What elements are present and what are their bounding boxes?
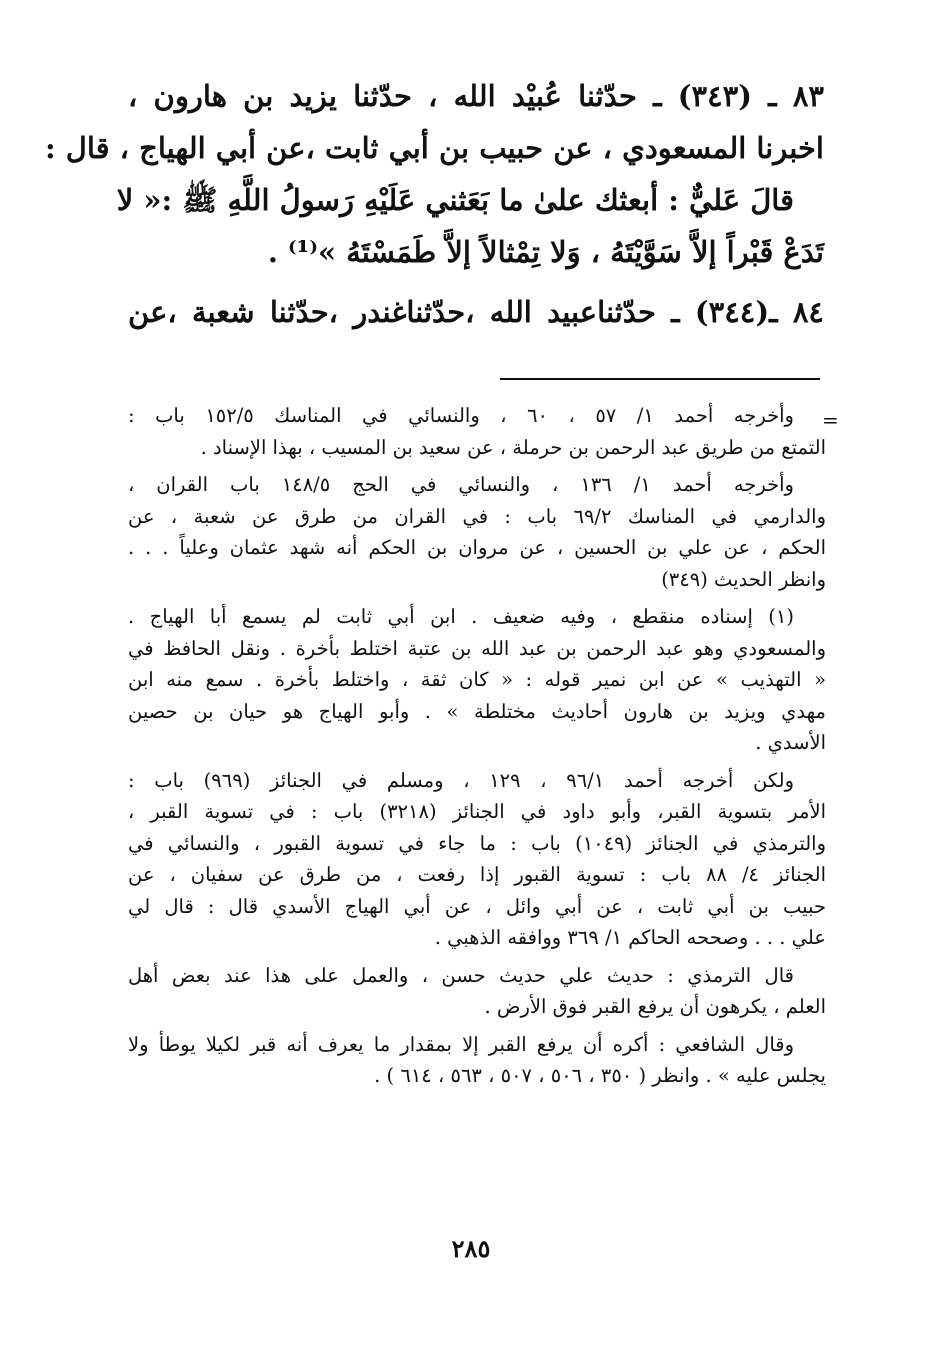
text-line: والترمذي في الجنائز (١٠٤٩) باب : ما جاء في تسوية القبور ، والنسائي في: [128, 831, 826, 855]
text-line: قالَ عَليٌّ : أبعثك علىٰ ما بَعَثني عَلَيْهِ رَسولُ اللَّهِ ﷺ :« لا: [116, 183, 794, 217]
continuation-mark: =: [822, 408, 839, 432]
text-line: علي . . . وصححه الحاكم ١/ ٣٦٩ ووافقه الذهبي .: [434, 926, 826, 949]
text-line: والمسعودي وهو عبد الرحمن بن عبد الله بن عتبة اختلط بأخرة . ونقل الحافظ في: [128, 636, 826, 660]
text-line: الأمر بتسوية القبر، وأبو داود في الجنائز (٣٢١٨) باب : في تسوية القبر ،: [128, 800, 826, 823]
text-line: التمتع من طريق عبد الرحمن بن حرملة ، عن سعيد بن المسيب ، بهذا الإسناد .: [200, 435, 826, 459]
text-line: « التهذيب » عن ابن نمير قوله : « كان ثقة ، واختلط بأخرة . سمع منه ابن: [128, 668, 826, 691]
text-line: مهدي ويزيد بن هارون أحاديث مختلطة » . وأبو الهياج هو حيان بن حصين: [128, 699, 826, 723]
text-line: قال الترمذي : حديث علي حديث حسن ، والعمل على هذا عند بعض أهل: [128, 963, 794, 987]
text-line: ٨٣ ـ (٣٤٣) ـ حدّثنا عُبيْد الله ، حدّثنا يزيد بن هارون ،: [128, 79, 824, 113]
text-line: وانظر الحديث (٣٤٩): [661, 567, 826, 591]
hadith-84: [128, 286, 824, 338]
text-line: الأسدي .: [755, 731, 826, 754]
footnote-paragraph: [128, 601, 826, 759]
text-line: العلم ، يكرهون أن يرفع القبر فوق الأرض .: [484, 995, 826, 1018]
footnote-paragraph: [128, 960, 826, 1023]
text-line: ولكن أخرجه أحمد ٩٦/١ ، ١٢٩ ، ومسلم في الجنائز (٩٦٩) باب :: [128, 768, 794, 792]
text-line: تَدَعْ قَبْراً إلاَّ سَوَّيْتَهُ ، وَلا تِمْثالاً إلاَّ طَمَسْتَهُ »⁽¹⁾ .: [267, 235, 824, 269]
footnote-paragraph: [128, 1029, 826, 1092]
text-line: والدارمي في المناسك ٦٩/٢ باب : في القران من طرق عن شعبة ، عن: [128, 504, 826, 528]
text-line: حبيب بن أبي ثابت ، عن أبي وائل ، عن أبي الهياج الأسدي قال : قال لي: [128, 894, 826, 918]
main-text: [45, 70, 824, 338]
text-line: (١) إسناده منقطع ، وفيه ضعيف . ابن أبي ثابت لم يسمع أبا الهياج .: [128, 605, 794, 628]
footnote-separator: [500, 378, 820, 380]
text-line: ٨٤ ـ(٣٤٤) ـ حدّثناعبيد الله ،حدّثناغندر ،حدّثنا شعبة ،عن: [128, 295, 824, 329]
hadith-83: [45, 70, 824, 278]
text-line: الحكم ، عن علي بن الحسين ، عن مروان بن الحكم أنه شهد عثمان وعلياً . . .: [128, 536, 826, 559]
footnote-paragraph: [128, 469, 826, 595]
text-line: يجلس عليه » . وانظر ( ٣٥٠ ، ٥٠٦ ، ٥٠٧ ، ٥٦٣ ، ٦١٤ ) .: [374, 1064, 826, 1087]
text-line: اخبرنا المسعودي ، عن حبيب بن أبي ثابت ،عن أبي الهياج ، قال :: [45, 131, 824, 165]
text-line: وأخرجه أحمد ١/ ١٣٦ ، والنسائي في الحج ١٤٨/٥ باب القران ،: [128, 473, 794, 496]
text-line: وقال الشافعي : أكره أن يرفع القبر إلا بمقدار ما يعرف أنه قبر لكيلا يوطأ ولا: [128, 1032, 794, 1056]
footnote-paragraph: [128, 765, 826, 954]
text-line: الجنائز ٤/ ٨٨ باب : تسوية القبور إذا رفعت ، من طرق عن سفيان ، عن: [128, 863, 826, 886]
footnotes: [128, 400, 826, 1098]
footnote-paragraph: [128, 400, 826, 463]
page-number: ٢٨٥: [451, 1234, 491, 1263]
text-line: وأخرجه أحمد ١/ ٥٧ ، ٦٠ ، والنسائي في المناسك ١٥٢/٥ باب :: [128, 404, 794, 427]
